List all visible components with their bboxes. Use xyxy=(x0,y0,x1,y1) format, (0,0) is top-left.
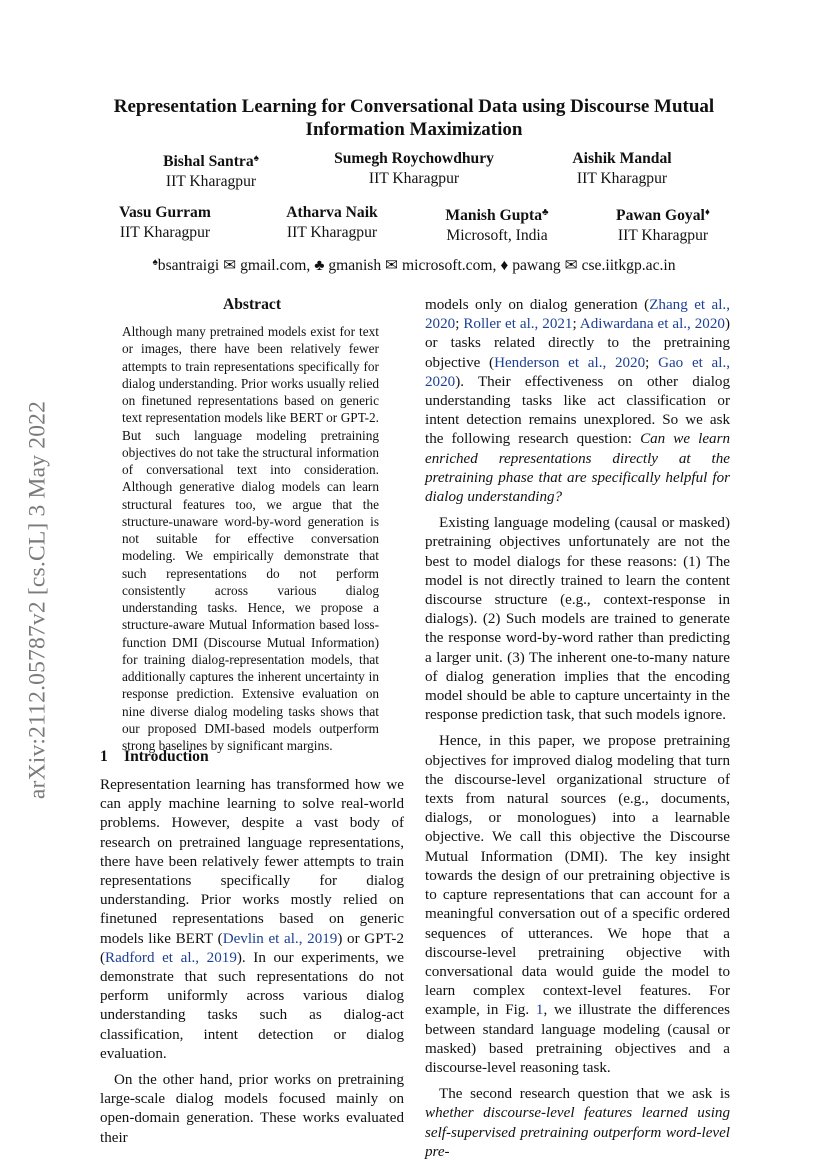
research-question: whether discourse-level features learned using self-supervised pretraining outperform word-level pre- xyxy=(425,1105,730,1160)
author-block xyxy=(616,203,710,246)
author-name: Manish Gupta♣ xyxy=(445,207,549,224)
author-block xyxy=(334,149,494,189)
citation-link[interactable]: Radford et al., 2019 xyxy=(105,949,237,966)
paragraph: models only on dialog generation (Zhang et al., 2020; Roller et al., 2021; Adiwardana et al., 2020) or tasks related directly to the pretraining objective (Henderson et al., 2020; Gao et al., 2020). Their effectiveness on other dialog understanding tasks like act classification or intent detection remains unexplored. So we ask the following research question: Can we learn enriched representations directly at the pretraining phase that are specifically helpful for dialog understanding? xyxy=(425,297,731,506)
affiliation-mark: ♠ xyxy=(253,153,259,164)
author-affiliation: IIT Kharagpur xyxy=(119,224,211,241)
email-gupta: gmanish ✉ microsoft.com, xyxy=(324,257,501,274)
right-column xyxy=(425,296,730,1169)
paragraph: On the other hand, prior works on pretraining large-scale dialog models focused mainly on open-domain generation. These works evaluated their xyxy=(100,1072,404,1146)
left-column xyxy=(100,776,404,1155)
author-affiliation: IIT Kharagpur xyxy=(617,227,709,244)
author-block xyxy=(119,203,211,243)
research-question: Can we learn enriched representations directly at the pretraining phase that are specifically helpful for dialog understanding? xyxy=(425,431,731,506)
citation-link[interactable]: Henderson et al., 2020 xyxy=(494,354,646,371)
author-affiliation: IIT Kharagpur xyxy=(368,170,460,187)
author-affiliation: IIT Kharagpur xyxy=(165,173,257,190)
citation-link[interactable]: Roller et al., 2021 xyxy=(463,316,573,333)
email-santra: bsantraigi ✉ gmail.com, xyxy=(157,257,315,274)
title-line-2: Information Maximization xyxy=(305,119,523,140)
abstract-text: Although many pretrained models exist for text or images, there have been relatively fewer attempts to train representations specifically for dialog understanding. Prior works usually relied on finetuned representations based on generic text representation models like BERT or GPT-2. But such language modeling pretraining objectives do not take the structural information of conversational text into consideration. Although generative dialog models can learn structural features too, we argue that the structure-unaware word-by-word generation is not suitable for effective conversation modeling. We empirically demonstrate that such representations do not perform consistently across various dialog understanding tasks. Hence, we propose a structure-aware Mutual Information based loss-function DMI (Discourse Mutual Information) for training dialog-representation models, that additionally captures the inherent uncertainty in response prediction. Extensive evaluation on nine diverse dialog modeling tasks shows that our proposed DMI-based models outperform strong baselines by significant margins. xyxy=(122,324,379,753)
section-heading xyxy=(100,748,209,766)
citation-link[interactable]: Zhang et al., 2020 xyxy=(425,297,730,333)
section-title: Introduction xyxy=(124,748,209,765)
paragraph: Hence, in this paper, we propose pretraining objectives for improved dialog modeling that turn the discourse-level organizational structure of texts from natural sources (e.g., documents, dialogs, or monologues) into a learnable objective. We call this objective the Discourse Mutual Information (DMI). The key insight towards the design of our pretraining objective is to capture representations that can account for a meaningful conversation out of a specific ordered sequences of utterances. We hope that a discourse-level pretraining objective with conversational data would guide the model to learn complex context-level features. For example, in Fig. 1, we illustrate the differences between standard language modeling (causal or masked) based pretraining objectives and a discourse-level reasoning task. xyxy=(425,733,730,1076)
citation-link[interactable]: Gao et al., 2020 xyxy=(425,354,731,390)
author-affiliation: IIT Kharagpur xyxy=(576,170,668,187)
author-name: Sumegh Roychowdhury xyxy=(334,150,494,167)
club-mark: ♣ xyxy=(314,257,325,274)
author-block xyxy=(163,149,259,192)
arxiv-identifier-text: arXiv:2112.05787v2 [cs.CL] 3 May 2022 xyxy=(24,400,51,800)
abstract-heading: Abstract xyxy=(222,296,282,313)
paragraph: The second research question that we ask is whether discourse-level features learned using self-supervised pretraining outperform word-level pre- xyxy=(425,1086,730,1160)
author-name: Bishal Santra♠ xyxy=(163,153,259,170)
citation-link[interactable]: Adiwardana et al., 2020 xyxy=(579,316,725,333)
figure-link[interactable]: 1 xyxy=(535,1002,544,1019)
author-block xyxy=(286,203,377,243)
author-name: Pawan Goyal♦ xyxy=(616,207,710,224)
author-name: Vasu Gurram xyxy=(119,204,211,221)
author-emails xyxy=(80,256,748,275)
author-affiliation: Microsoft, India xyxy=(446,227,548,244)
author-name: Atharva Naik xyxy=(286,204,378,221)
title-line-1: Representation Learning for Conversational Data using Discourse Mutual xyxy=(113,96,715,117)
email-goyal: pawang ✉ cse.iitkgp.ac.in xyxy=(508,257,676,274)
author-block xyxy=(572,149,671,189)
author-name: Aishik Mandal xyxy=(572,150,672,167)
citation-link[interactable]: Devlin et al., 2019 xyxy=(222,930,338,947)
arxiv-identifier xyxy=(8,360,68,840)
affiliation-mark: ♣ xyxy=(542,207,549,218)
spade-mark: ♠ xyxy=(152,257,158,268)
paper-title xyxy=(80,95,748,141)
paragraph: Representation learning has transformed how we can apply machine learning to solve real-world problems. However, despite a vast body of research on pretrained language representations, there have been relatively fewer attempts to train representations specifically for dialog understanding. Prior works mostly relied on finetuned representations based on generic models like BERT (Devlin et al., 2019) or GPT-2 (Radford et al., 2019). In our experiments, we demonstrate that such representations do not perform uniformly across various dialog understanding tasks such as dialog-act classification, intent detection or dialog evaluation. xyxy=(100,777,405,1062)
author-affiliation: IIT Kharagpur xyxy=(286,224,378,241)
diamond-mark: ♦ xyxy=(500,257,509,274)
paragraph: Existing language modeling (causal or masked) pretraining objectives unfortunately are not the best to model dialogs for these reasons: (1) The model is not directly trained to learn the content discourse structure (e.g., context-response in dialogs). (2) Such models are trained to generate the response word-by-word rather than predicting a larger unit. (3) The inherent one-to-many nature of dialog generation implies that the encoding model should be able to capture uncertainty in the response prediction task, that such models ignore. xyxy=(425,515,730,724)
section-number: 1 xyxy=(100,748,108,765)
affiliation-mark: ♦ xyxy=(704,207,710,218)
author-block xyxy=(445,203,548,246)
